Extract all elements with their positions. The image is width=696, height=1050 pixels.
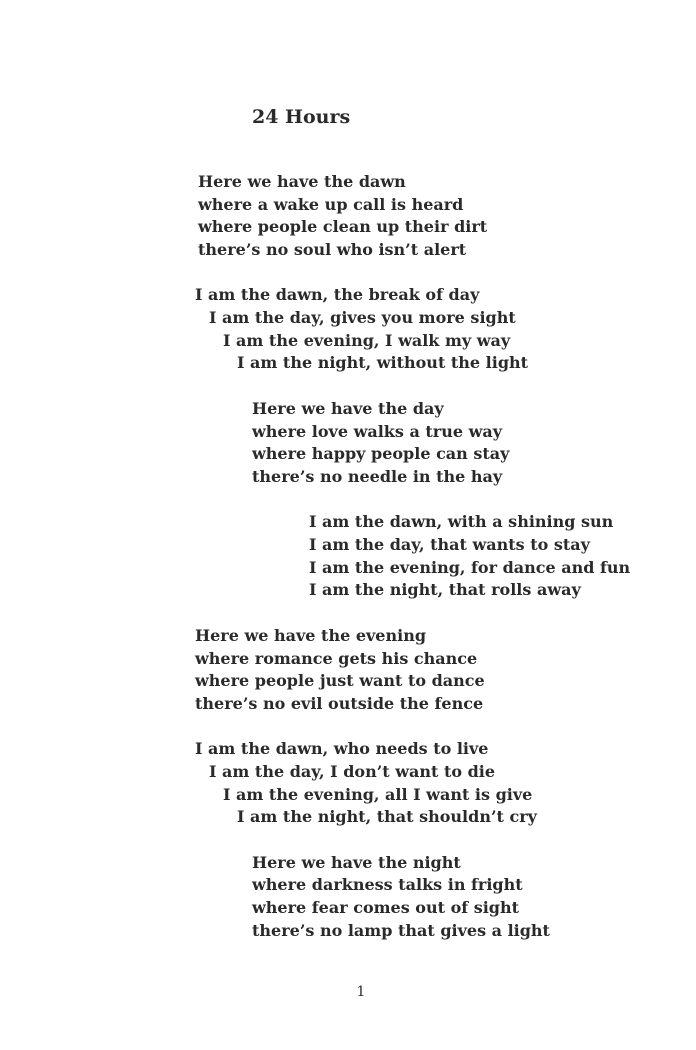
stanza-7-line-3: where fear comes out of sight	[252, 898, 519, 917]
stanza-2-line-1: I am the dawn, the break of day	[195, 285, 480, 304]
page-number: 1	[356, 984, 366, 1000]
stanza-5-line-1: Here we have the evening	[195, 626, 427, 645]
stanza-2-line-3: I am the evening, I walk my way	[223, 331, 511, 350]
stanza-1-line-3: where people clean up their dirt	[198, 217, 488, 236]
stanza-7-line-1: Here we have the night	[252, 853, 461, 872]
stanza-3-line-3: where happy people can stay	[252, 444, 510, 463]
stanza-6-line-3: I am the evening, all I want is give	[223, 785, 533, 804]
stanza-3-line-2: where love walks a true way	[252, 422, 503, 441]
stanza-4-line-2: I am the day, that wants to stay	[309, 535, 590, 554]
stanza-6-line-1: I am the dawn, who needs to live	[195, 739, 489, 758]
stanza-4-line-1: I am the dawn, with a shining sun	[309, 512, 614, 531]
stanza-3-line-4: there’s no needle in the hay	[252, 467, 503, 486]
stanza-1-line-1: Here we have the dawn	[198, 172, 406, 191]
stanza-6-line-4: I am the night, that shouldn’t cry	[237, 807, 537, 826]
poem-title: 24 Hours	[252, 106, 351, 128]
stanza-3-line-1: Here we have the day	[252, 399, 444, 418]
stanza-2-line-2: I am the day, gives you more sight	[209, 308, 516, 327]
stanza-1-line-4: there’s no soul who isn’t alert	[198, 240, 467, 259]
stanza-5-line-4: there’s no evil outside the fence	[195, 694, 484, 713]
stanza-7-line-2: where darkness talks in fright	[252, 875, 523, 894]
stanza-4-line-4: I am the night, that rolls away	[309, 580, 581, 599]
stanza-5-line-2: where romance gets his chance	[195, 649, 478, 668]
stanza-4-line-3: I am the evening, for dance and fun	[309, 558, 631, 577]
stanza-5-line-3: where people just want to dance	[195, 671, 485, 690]
stanza-1-line-2: where a wake up call is heard	[198, 195, 464, 214]
stanza-7-line-4: there’s no lamp that gives a light	[252, 921, 550, 940]
stanza-2-line-4: I am the night, without the light	[237, 353, 529, 372]
stanza-6-line-2: I am the day, I don’t want to die	[209, 762, 496, 781]
